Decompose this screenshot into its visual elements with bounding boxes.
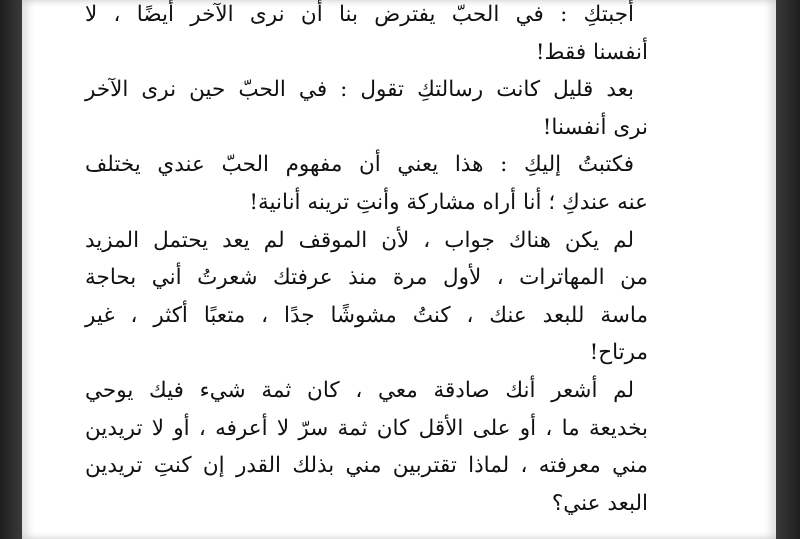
text-line: بخديعة ما ، أو على الأقل كان ثمة سرّ لا أعرفه ، أو لا تريدين [85,415,648,441]
page-text [85,0,648,522]
text-line: مرتاح! [589,340,648,366]
text-line: البعد عني؟ [551,490,648,516]
left-page-edge [0,0,22,539]
text-line: مني معرفته ، لماذا تقتربين مني بذلك القدر إن كنتِ تريدين [85,453,648,479]
text-line: أنفسنا فقط! [535,39,648,65]
right-page-edge [776,0,800,539]
text-line: نرى أنفسنا! [542,114,648,140]
text-line: بعد قليل كانت رسالتكِ تقول : في الحبّ حين نرى الآخر [85,77,634,103]
book-page[interactable] [22,0,776,539]
text-line: لم يكن هناك جواب ، لأن الموقف لم يعد يحتمل المزيد [85,227,634,253]
text-line: من المهاترات ، لأول مرة منذ عرفتك شعرتُ أني بحاجة [85,265,648,291]
text-line: فكتبتُ إليكِ : هذا يعني أن مفهوم الحبّ عندي يختلف [85,152,634,178]
text-line: أجبتكِ : في الحبّ يفترض بنا أن نرى الآخر أيضًا ، لا [85,2,634,27]
text-line: لم أشعر أنك صادقة معي ، كان ثمة شيء فيك يوحي [85,377,634,403]
text-line: ماسة للبعد عنك ، كنتُ مشوشًا جدًا ، متعبًا أكثر ، غير [85,302,648,328]
text-line: عنه عندكِ ؛ أنا أراه مشاركة وأنتِ ترينه أنانية! [249,189,648,215]
